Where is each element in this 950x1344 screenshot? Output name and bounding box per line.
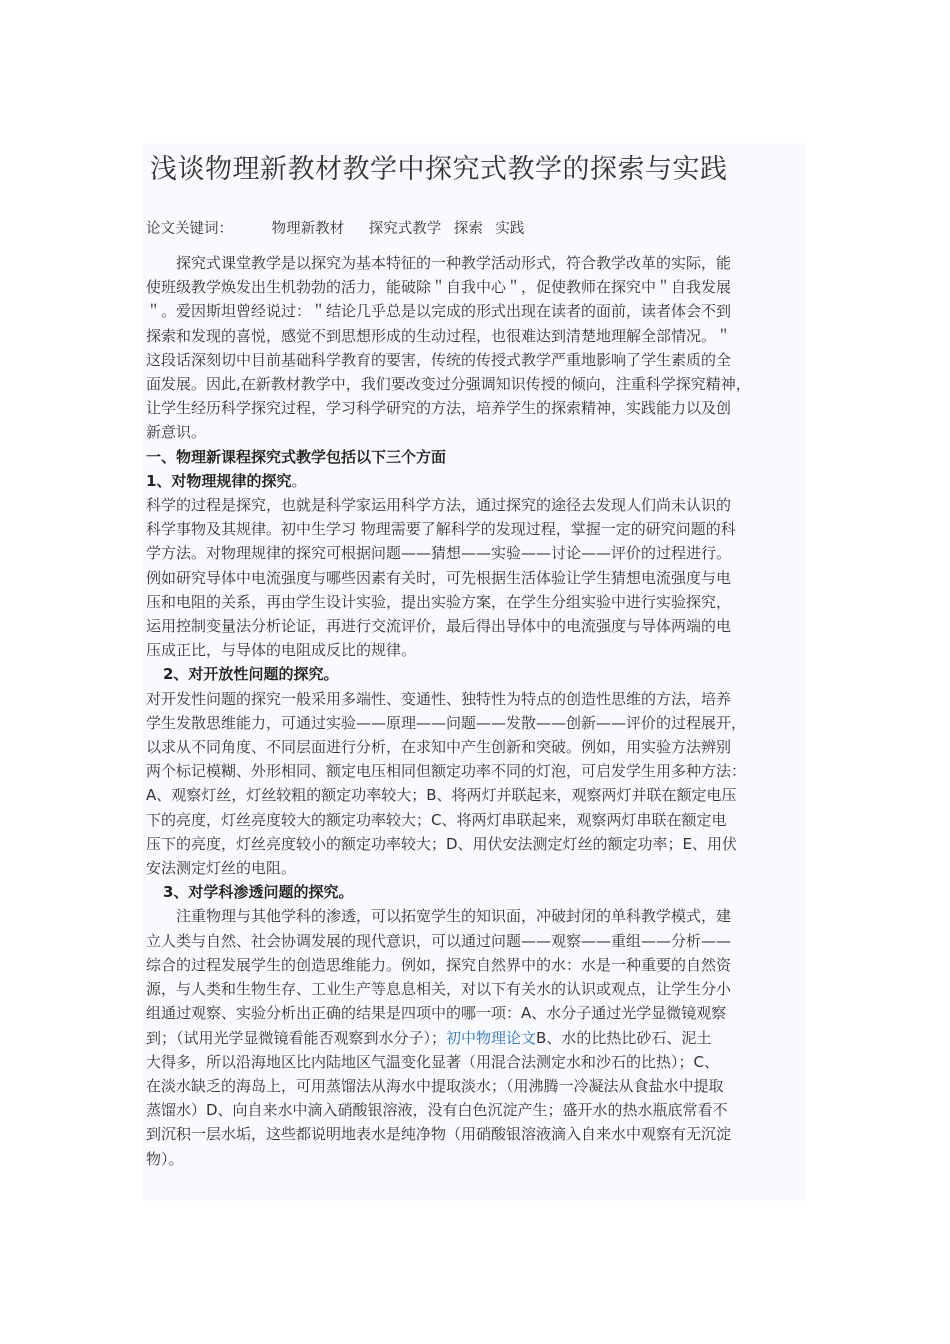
text-line: 新意识。 (146, 423, 207, 442)
intro-paragraph (146, 251, 807, 445)
text-line: 面发展。因此,在新教材教学中，我们要改变过分强调知识传授的倾向，注重科学探究精神， (146, 375, 751, 394)
subsection-heading-text: 1、对物理规律的探究 (146, 471, 292, 490)
section-heading: 一、物理新课程探究式教学包括以下三个方面 (146, 447, 447, 466)
subsection-paragraph (146, 687, 807, 881)
text-line: 蒸馏水）D、向自来水中滴入硝酸银溶液，没有白色沉淀产生；盛开水的热水瓶底常看不 (146, 1101, 728, 1120)
text-line: 对开发性问题的探究一般采用多端性、变通性、独特性为特点的创造性思维的方法，培养 (146, 689, 732, 708)
keyword: 探究式教学 (368, 221, 442, 237)
article-link[interactable]: 初中物理论文 (446, 1028, 537, 1047)
article-title: 浅谈物理新教材教学中探究式教学的探索与实践 (150, 154, 728, 185)
text-line: 压下的亮度，灯丝亮度较小的额定功率较大；D、用伏安法测定灯丝的额定功率；E、用伏 (146, 834, 738, 853)
text-line: 注重物理与其他学科的渗透，可以拓宽学生的知识面，冲破封闭的单科教学模式，建 (146, 907, 732, 926)
text-line: 让学生经历科学探究过程，学习科学研究的方法，培养学生的探索精神，实践能力以及创 (146, 399, 732, 418)
subsection-heading: 2、对开放性问题的探究。 (163, 665, 339, 684)
keyword: 探索 (453, 221, 483, 237)
keywords-line (146, 217, 807, 241)
subsection-heading (146, 469, 807, 493)
text-line: 在淡水缺乏的海岛上，可用蒸馏法从海水中提取淡水；（用沸腾一冷凝法从食盐水中提取 (146, 1076, 724, 1095)
text-line: A、观察灯丝，灯丝较粗的额定功率较大；B、将两灯并联起来，观察两灯并联在额定电压 (146, 786, 737, 805)
text-line: 物）。 (146, 1149, 184, 1168)
subsection-paragraph (146, 493, 807, 662)
subsection-heading-tail: 。 (291, 471, 307, 490)
keywords-label: 论文关键词： (146, 221, 233, 237)
text-line: 学生发散思维能力，可通过实验——原理——问题——发散——创新——评价的过程展开， (146, 713, 747, 732)
keyword: 物理新教材 (271, 221, 345, 237)
text-line: 源，与人类和生物生存、工业生产等息息相关，对以下有关水的认识或观点，让学生分小 (146, 980, 732, 999)
text-line: 运用控制变量法分析论证，再进行交流评价，最后得出导体中的电流强度与导体两端的电 (146, 617, 732, 636)
text-line: 安法测定灯丝的电阻。 (146, 859, 297, 878)
text-segment: B、水的比热比砂石、泥土 (536, 1028, 712, 1047)
text-line: 科学的过程是探究，也就是科学家运用科学方法，通过探究的途径去发现人们尚未认识的 (146, 496, 732, 515)
text-line: 这段话深刻切中目前基础科学教育的要害，传统的传授式教学严重地影响了学生素质的全 (146, 350, 732, 369)
text-line: 组通过观察、实验分析出正确的结果是四项中的哪一项：A、水分子通过光学显微镜观察 (146, 1004, 727, 1023)
text-line: 使班级教学焕发出生机勃勃的活力，能破除＂自我中心＂，促使教师在探究中＂自我发展 (146, 278, 732, 297)
subsection-heading: 3、对学科渗透问题的探究。 (163, 883, 354, 902)
text-line: 以求从不同角度、不同层面进行分析，在求知中产生创新和突破。例如，用实验方法辨别 (146, 738, 732, 757)
text-line: 到沉积一层水垢，这些都说明地表水是纯净物（用硝酸银溶液滴入自来水中观察有无沉淀 (146, 1125, 732, 1144)
text-line: 学方法。对物理规律的探究可根据问题——猜想——实验——讨论——评价的过程进行。 (146, 544, 732, 563)
text-line: 探索和发现的喜悦，感觉不到思想形成的生动过程，也很难达到清楚地理解全部情况。＂ (146, 326, 732, 345)
text-line: 下的亮度，灯丝亮度较大的额定功率较大；C、将两灯串联起来，观察两灯串联在额定电 (146, 810, 727, 829)
text-line: 综合的过程发展学生的创造思维能力。例如，探究自然界中的水：水是一种重要的自然资 (146, 955, 732, 974)
text-line: 立人类与自然、社会协调发展的现代意识，可以通过问题——观察——重组——分析—— (146, 931, 732, 950)
text-line: 压和电阻的关系，再由学生设计实验，提出实验方案，在学生分组实验中进行实验探究， (146, 592, 732, 611)
text-segment: 到；（试用光学显微镜看能否观察到水分子）； (146, 1028, 447, 1047)
text-line: 压成正比，与导体的电阻成反比的规律。 (146, 641, 417, 660)
subsection-paragraph (146, 904, 807, 1170)
text-line: 大得多，所以沿海地区比内陆地区气温变化显著（用混合法测定水和沙石的比热）；C、 (146, 1052, 719, 1071)
text-line: 探究式课堂教学是以探究为基本特征的一种教学活动形式，符合教学改革的实际，能 (146, 254, 732, 272)
keyword: 实践 (495, 221, 525, 237)
text-line: 两个标记模糊、外形相同、额定电压相同但额定功率不同的灯泡，可启发学生用多种方法： (146, 762, 747, 781)
article (143, 143, 807, 1201)
text-line-with-link (146, 1026, 807, 1050)
text-line: ＂。爱因斯坦曾经说过：＂结论几乎总是以完成的形式出现在读者的面前，读者体会不到 (146, 302, 732, 321)
text-line: 科学事物及其规律。初中生学习 物理需要了解科学的发现过程，掌握一定的研究问题的科 (146, 520, 736, 539)
text-line: 例如研究导体中电流强度与哪些因素有关时，可先根据生活体验让学生猜想电流强度与电 (146, 568, 732, 587)
